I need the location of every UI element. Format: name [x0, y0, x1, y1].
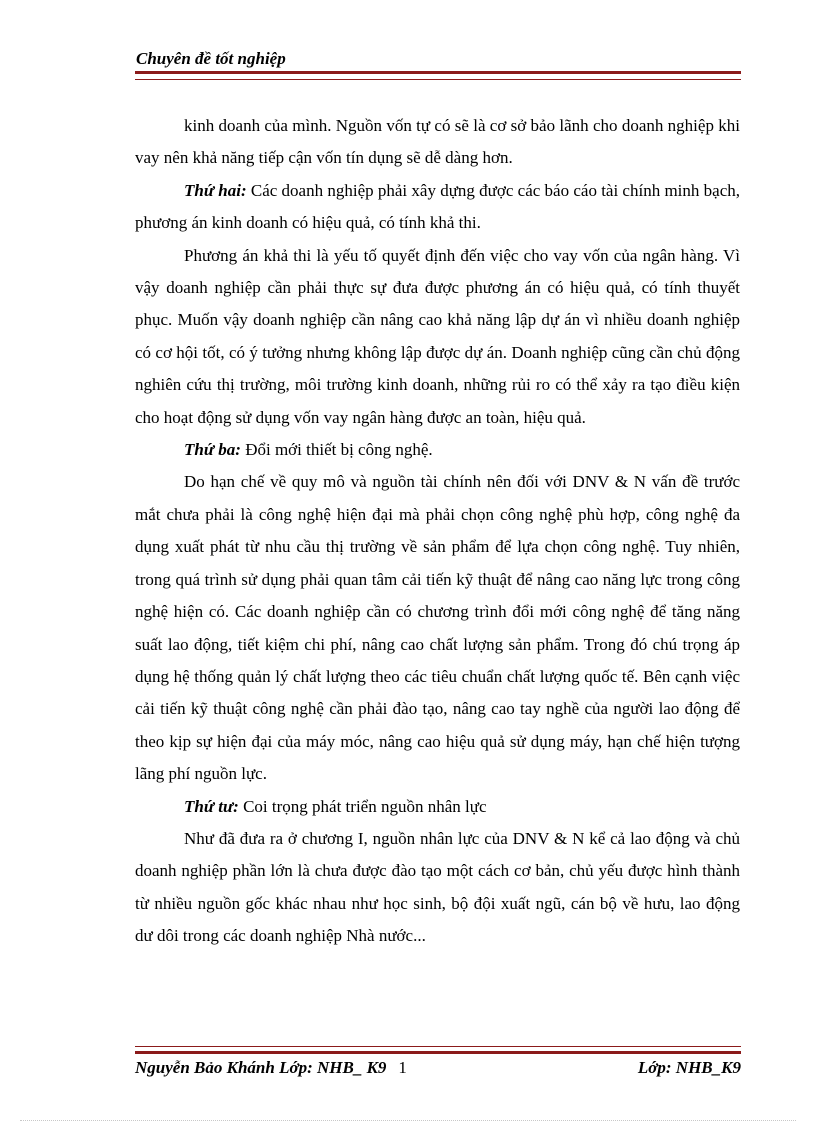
body-text — [135, 110, 740, 953]
footer-class: Lớp: NHB_K9 — [637, 1058, 741, 1077]
paragraph-4-text: Đổi mới thiết bị công nghệ. — [240, 440, 433, 460]
paragraph-7 — [135, 823, 740, 953]
page-number: 1 — [398, 1058, 407, 1077]
footer-rule — [135, 1046, 741, 1054]
paragraph-6 — [135, 791, 740, 823]
paragraph-2-lead: Thứ hai: — [184, 180, 247, 200]
paragraph-1 — [135, 110, 740, 175]
footer-author: Nguyễn Bảo Khánh Lớp: NHB_ K9 — [135, 1058, 387, 1077]
header-rule — [135, 71, 741, 80]
paragraph-5 — [135, 466, 740, 790]
page-footer — [135, 1046, 741, 1080]
footer-row — [135, 1056, 741, 1080]
paragraph-3-text: Phương án khả thi là yếu tố quyết định đến việc cho vay vốn của ngân hàng. Vì vậy doanh nghiệp cần phải thực sự đưa được phương án có hiệu quả, có tính thuyết phục. Muốn vậy doanh nghiệp cần nâng cao khả năng lập dự án vì nhiều doanh nghiệp có cơ hội tốt, có ý tưởng nhưng không lập được dự án. Doanh nghiệp cũng cần chủ động nghiên cứu thị trường, môi trường kinh doanh, những rủi ro có thể xảy ra tạo điều kiện cho hoạt động sử dụng vốn vay ngân hàng được an toàn, hiệu quả. — [135, 245, 740, 427]
paragraph-1-text: kinh doanh của mình. Nguồn vốn tự có sẽ là cơ sở bảo lãnh cho doanh nghiệp khi vay nên khả năng tiếp cận vốn tín dụng sẽ dễ dàng hơn. — [135, 116, 740, 168]
header-title: Chuyên đề tốt nghiệp — [136, 49, 286, 68]
paragraph-6-lead: Thứ tư: — [184, 796, 239, 816]
paragraph-7-text: Như đã đưa ra ở chương I, nguồn nhân lực của DNV & N kể cả lao động và chủ doanh nghiệp phần lớn là chưa được đào tạo một cách cơ bản, chủ yếu được hình thành từ nhiều nguồn gốc khác nhau như học sinh, bộ đội xuất ngũ, cán bộ về hưu, lao động dư dôi trong các doanh nghiệp Nhà nước... — [135, 828, 740, 946]
paragraph-2 — [135, 175, 740, 240]
footer-left-group — [135, 1056, 407, 1080]
page-header — [135, 47, 741, 80]
paragraph-3 — [135, 240, 740, 434]
paragraph-2-text: Các doanh nghiệp phải xây dựng được các báo cáo tài chính minh bạch, phương án kinh doanh có hiệu quả, có tính khả thi. — [135, 180, 740, 233]
paragraph-6-text: Coi trọng phát triển nguồn nhân lực — [238, 796, 487, 816]
paragraph-4-lead: Thứ ba: — [184, 440, 241, 460]
paragraph-4 — [135, 434, 740, 466]
page-edge-divider — [20, 1120, 796, 1121]
paragraph-5-text: Do hạn chế về quy mô và nguồn tài chính nên đối với DNV & N vấn đề trước mắt chưa phải là công nghệ hiện đại mà phải chọn công nghệ phù hợp, công nghệ đa dụng xuất phát từ nhu cầu thị trường về sản phẩm để lựa chọn công nghệ. Tuy nhiên, trong quá trình sử dụng phải quan tâm cải tiến kỹ thuật để nâng cao năng lực trong công nghệ hiện có. Các doanh nghiệp cần có chương trình đổi mới công nghệ để tăng năng suất lao động, tiết kiệm chi phí, nâng cao chất lượng sản phẩm. Trong đó chú trọng áp dụng hệ thống quản lý chất lượng theo các tiêu chuẩn chất lượng quốc tế. Bên cạnh việc cải tiến kỹ thuật công nghệ cần phải đào tạo, nâng cao tay nghề của người lao động để theo kịp sự hiện đại của máy móc, nâng cao hiệu quả sử dụng máy, hạn chế hiện tượng lãng phí nguồn lực. — [135, 472, 740, 784]
